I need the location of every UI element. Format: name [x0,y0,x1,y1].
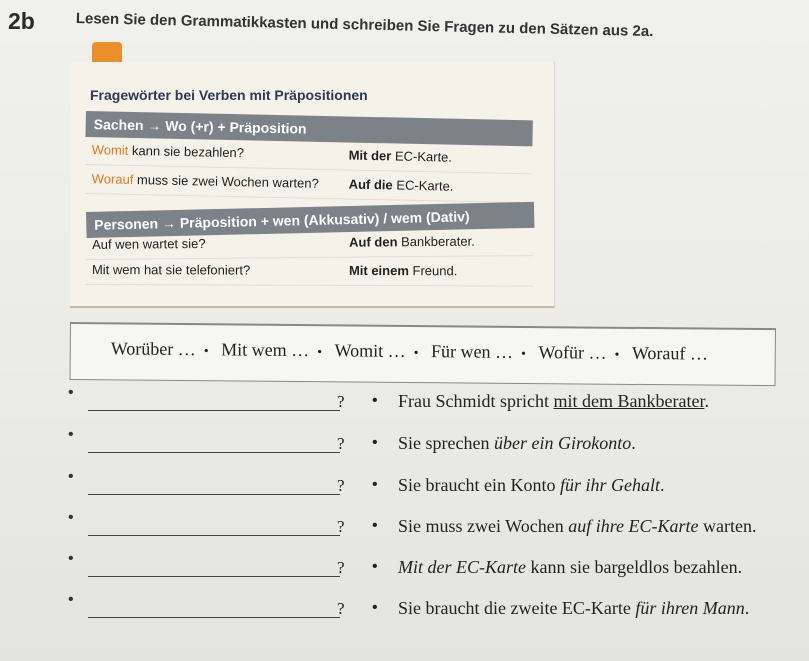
statement: Sie braucht die zweite EC-Karte für ihren Mann. [398,598,750,618]
question-word: Auf wen [92,236,140,252]
answer-rest: Freund. [408,263,458,279]
statement: Sie sprechen über ein Girokonto. [398,433,636,453]
answer-rest: EC-Karte. [392,177,454,194]
word-box [69,322,775,386]
grammar-section-header-things: Sachen → Wo (+r) + Präposition [85,111,532,146]
question-mark: ? [337,476,345,495]
grammar-box-title: Fragewörter bei Verben mit Präpositionen [90,87,368,103]
question-mark: ? [337,599,345,618]
answer-line[interactable] [88,576,340,577]
question-mark: ? [337,517,345,536]
bullet-separator: • [413,346,419,362]
question-word: Worauf [91,171,134,187]
question-word: Womit [91,142,129,158]
bullet: • [372,517,378,534]
answer-preposition: Mit einem [348,262,409,279]
grammar-section-header-persons: Personen → Präposition + wen (Akkusativ) / wem (Dativ) [86,202,534,238]
question-word-option: Für wen … [430,341,514,362]
bullet: • [372,599,378,616]
answer-line[interactable] [88,617,340,618]
bullet: • [68,468,74,485]
bullet: • [372,476,378,493]
question-mark: ? [337,434,345,453]
statement: Frau Schmidt spricht mit dem Bankberater. [398,391,709,411]
bullet-separator: • [614,347,620,363]
bullet: • [68,591,74,608]
answer-line[interactable] [88,494,340,495]
answer-rest: Bankberater. [397,233,475,250]
question-mark: ? [337,558,345,577]
instruction-text: Lesen Sie den Grammatikkasten und schreiben Sie Fragen zu den Sätzen aus 2a. [75,10,654,41]
question-word: Mit wem [91,262,141,278]
exercise-item [0,550,809,592]
question-rest: kann sie bezahlen? [128,142,245,161]
question-mark: ? [337,392,345,411]
word-list [111,338,708,364]
question-word-option: Worauf … [631,342,709,364]
bullet: • [68,550,74,567]
bullet: • [68,509,74,526]
bullet: • [68,384,74,401]
bullet: • [372,434,378,451]
answer-line[interactable] [88,535,340,536]
exercise-item [0,384,809,426]
grammar-row [86,258,533,287]
exercise-item [0,509,809,551]
bullet-separator: • [520,346,527,362]
italic-phrase: Mit der EC-Karte [398,557,526,577]
answer-preposition: Auf die [348,176,393,193]
italic-phrase: für ihren Mann [635,598,745,618]
bullet: • [68,426,74,443]
bullet: • [372,392,378,409]
italic-phrase: über ein Girokonto [493,433,632,453]
answer-rest: EC-Karte. [391,148,453,165]
answer-line[interactable] [88,410,340,411]
task-number: 2b [8,8,35,34]
exercise-item [0,468,809,510]
answer-preposition: Mit der [348,147,392,164]
exercise-item [0,591,809,633]
question-word-option: Mit wem … [221,339,310,361]
grammar-row [86,229,533,260]
question-rest: hat sie telefoniert? [140,262,251,278]
statement: Mit der EC-Karte kann sie bargeldlos bezahlen. [398,557,743,577]
question-rest: wartet sie? [139,235,206,252]
question-rest: muss sie zwei Wochen warten? [133,171,319,191]
answer-preposition: Auf den [349,234,398,250]
bullet: • [372,558,378,575]
statement: Sie braucht ein Konto für ihr Gehalt. [398,475,665,495]
bullet-separator: • [203,344,209,360]
question-word-option: Womit … [334,340,406,361]
underlined-phrase: mit dem Bankberater [553,391,705,411]
statement: Sie muss zwei Wochen auf ihre EC-Karte warten. [398,516,757,536]
italic-phrase: für ihr Gehalt [559,475,660,495]
italic-phrase: auf ihre EC-Karte [568,516,699,536]
answer-line[interactable] [88,452,340,453]
bullet-separator: • [317,345,323,361]
question-word-option: Worüber … [110,338,196,360]
question-word-option: Wofür … [538,342,607,363]
exercise-item [0,426,809,468]
